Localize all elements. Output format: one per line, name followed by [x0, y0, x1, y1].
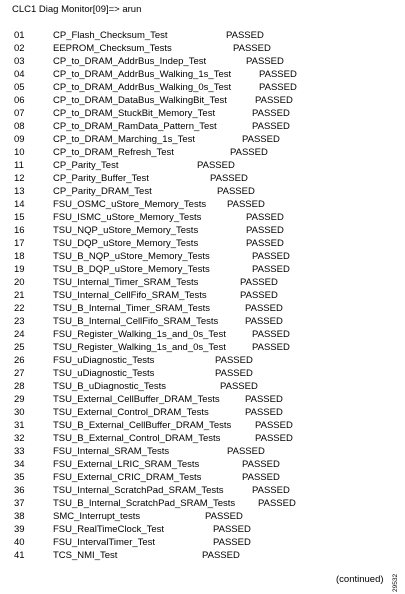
test-number: 31: [14, 420, 25, 431]
list-item: [0, 185, 405, 198]
test-number: 05: [14, 82, 25, 93]
test-name: FSU_OSMC_uStore_Memory_Tests: [53, 199, 207, 210]
test-number: 04: [14, 69, 25, 80]
test-name: FSU_External_CRIC_DRAM_Tests: [53, 472, 202, 483]
test-name: TSU_Register_Walking_1s_and_0s_Test: [53, 342, 226, 353]
test-number: 09: [14, 134, 25, 145]
test-number: 01: [14, 30, 25, 41]
test-status: PASSED: [252, 329, 290, 340]
test-number: 41: [14, 550, 25, 561]
test-number: 14: [14, 199, 25, 210]
test-status: PASSED: [197, 160, 235, 171]
test-name: TSU_DQP_uStore_Memory_Tests: [53, 238, 199, 249]
list-item: [0, 263, 405, 276]
list-item: [0, 133, 405, 146]
test-status: PASSED: [255, 433, 293, 444]
test-status: PASSED: [246, 238, 284, 249]
test-number: 15: [14, 212, 25, 223]
list-item: [0, 354, 405, 367]
figure-id-text: 29532: [392, 573, 399, 592]
test-name: TCS_NMI_Test: [53, 550, 118, 561]
test-name: CP_Parity_Test: [53, 160, 119, 171]
test-name: FSU_RealTimeClock_Test: [53, 524, 165, 535]
list-item: [0, 276, 405, 289]
test-number: 37: [14, 498, 25, 509]
test-number: 06: [14, 95, 25, 106]
list-item: [0, 315, 405, 328]
test-results-list: [0, 29, 405, 562]
test-name: FSU_Register_Walking_1s_and_0s_Test: [53, 329, 226, 340]
list-item: [0, 29, 405, 42]
test-name: EEPROM_Checksum_Tests: [53, 43, 172, 54]
list-item: [0, 120, 405, 133]
test-number: 26: [14, 355, 25, 366]
test-status: PASSED: [258, 498, 296, 509]
test-status: PASSED: [230, 147, 268, 158]
test-name: TSU_B_Internal_CellFifo_SRAM_Tests: [53, 316, 219, 327]
test-number: 38: [14, 511, 25, 522]
test-name: FSU_IntervalTimer_Test: [53, 537, 156, 548]
list-item: [0, 302, 405, 315]
test-status: PASSED: [252, 251, 290, 262]
test-number: 19: [14, 264, 25, 275]
test-status: PASSED: [220, 381, 258, 392]
list-item: [0, 107, 405, 120]
test-name: TSU_External_CellBuffer_DRAM_Tests: [53, 394, 220, 405]
test-name: TSU_B_External_Control_DRAM_Tests: [53, 433, 221, 444]
test-status: PASSED: [252, 264, 290, 275]
test-number: 22: [14, 303, 25, 314]
test-name: TSU_B_NQP_uStore_Memory_Tests: [53, 251, 210, 262]
test-status: PASSED: [245, 394, 283, 405]
test-number: 28: [14, 381, 25, 392]
test-name: TSU_B_uDiagnostic_Tests: [53, 381, 166, 392]
test-name: CP_Flash_Checksum_Test: [53, 30, 168, 41]
test-number: 03: [14, 56, 25, 67]
test-name: FSU_uDiagnostic_Tests: [53, 355, 155, 366]
list-item: [0, 146, 405, 159]
continued-note: (continued): [336, 574, 384, 585]
list-item: [0, 419, 405, 432]
test-status: PASSED: [252, 121, 290, 132]
test-number: 12: [14, 173, 25, 184]
test-status: PASSED: [242, 134, 280, 145]
list-item: [0, 94, 405, 107]
list-item: [0, 289, 405, 302]
test-name: CP_to_DRAM_AddrBus_Walking_0s_Test: [53, 82, 232, 93]
test-number: 35: [14, 472, 25, 483]
test-status: PASSED: [240, 277, 278, 288]
test-name: CP_Parity_Buffer_Test: [53, 173, 149, 184]
test-number: 13: [14, 186, 25, 197]
list-item: [0, 211, 405, 224]
test-status: PASSED: [227, 199, 265, 210]
test-status: PASSED: [226, 30, 264, 41]
test-name: TSU_B_Internal_ScratchPad_SRAM_Tests: [53, 498, 236, 509]
test-number: 11: [14, 160, 24, 171]
test-name: CP_to_DRAM_AddrBus_Walking_1s_Test: [53, 69, 232, 80]
test-name: TSU_Internal_Timer_SRAM_Tests: [53, 277, 199, 288]
figure-id: [392, 566, 402, 592]
test-name: CP_to_DRAM_StuckBit_Memory_Test: [53, 108, 216, 119]
test-number: 16: [14, 225, 25, 236]
test-name: TSU_Internal_ScratchPad_SRAM_Tests: [53, 485, 224, 496]
test-name: CP_to_DRAM_DataBus_WalkingBit_Test: [53, 95, 227, 106]
test-name: TSU_Internal_CellFifo_SRAM_Tests: [53, 290, 207, 301]
test-status: PASSED: [205, 511, 243, 522]
test-status: PASSED: [217, 186, 255, 197]
list-item: [0, 549, 405, 562]
test-status: PASSED: [215, 355, 253, 366]
test-number: 23: [14, 316, 25, 327]
test-number: 24: [14, 329, 25, 340]
test-number: 20: [14, 277, 25, 288]
command-prompt: CLC1 Diag Monitor[09]=> arun: [12, 4, 142, 15]
test-status: PASSED: [213, 537, 251, 548]
list-item: [0, 458, 405, 471]
test-number: 33: [14, 446, 25, 457]
test-name: FSU_ISMC_uStore_Memory_Tests: [53, 212, 202, 223]
list-item: [0, 432, 405, 445]
test-name: TSU_uDiagnostic_Tests: [53, 368, 155, 379]
test-name: FSU_Internal_SRAM_Tests: [53, 446, 170, 457]
test-status: PASSED: [252, 342, 290, 353]
test-status: PASSED: [245, 407, 283, 418]
test-status: PASSED: [215, 368, 253, 379]
test-status: PASSED: [242, 459, 280, 470]
test-number: 17: [14, 238, 25, 249]
test-name: SMC_Interrupt_tests: [53, 511, 141, 522]
test-name: CP_to_DRAM_RamData_Pattern_Test: [53, 121, 217, 132]
list-item: [0, 367, 405, 380]
list-item: [0, 250, 405, 263]
list-item: [0, 341, 405, 354]
list-item: [0, 68, 405, 81]
list-item: [0, 523, 405, 536]
test-status: PASSED: [246, 212, 284, 223]
list-item: [0, 510, 405, 523]
test-number: 34: [14, 459, 25, 470]
test-name: CP_to_DRAM_Refresh_Test: [53, 147, 174, 158]
test-status: PASSED: [259, 82, 297, 93]
test-name: TSU_B_Internal_Timer_SRAM_Tests: [53, 303, 210, 314]
list-item: [0, 328, 405, 341]
test-status: PASSED: [255, 95, 293, 106]
test-status: PASSED: [245, 303, 283, 314]
test-name: CP_to_DRAM_AddrBus_Indep_Test: [53, 56, 207, 67]
list-item: [0, 497, 405, 510]
test-status: PASSED: [213, 524, 251, 535]
test-name: TSU_B_DQP_uStore_Memory_Tests: [53, 264, 210, 275]
test-number: 08: [14, 121, 25, 132]
test-status: PASSED: [245, 316, 283, 327]
test-status: PASSED: [202, 550, 240, 561]
test-status: PASSED: [210, 173, 248, 184]
test-name: TSU_B_External_CellBuffer_DRAM_Tests: [53, 420, 232, 431]
test-status: PASSED: [233, 43, 271, 54]
test-number: 39: [14, 524, 25, 535]
test-number: 29: [14, 394, 25, 405]
test-number: 40: [14, 537, 25, 548]
test-number: 21: [14, 290, 25, 301]
test-status: PASSED: [255, 420, 293, 431]
list-item: [0, 224, 405, 237]
list-item: [0, 393, 405, 406]
list-item: [0, 42, 405, 55]
list-item: [0, 198, 405, 211]
list-item: [0, 81, 405, 94]
test-status: PASSED: [246, 56, 284, 67]
test-number: 18: [14, 251, 25, 262]
test-name: TSU_External_Control_DRAM_Tests: [53, 407, 209, 418]
test-status: PASSED: [240, 290, 278, 301]
test-status: PASSED: [246, 225, 284, 236]
list-item: [0, 237, 405, 250]
test-name: CP_Parity_DRAM_Test: [53, 186, 152, 197]
list-item: [0, 536, 405, 549]
list-item: [0, 172, 405, 185]
list-item: [0, 380, 405, 393]
test-status: PASSED: [252, 485, 290, 496]
test-name: CP_to_DRAM_Marching_1s_Test: [53, 134, 196, 145]
list-item: [0, 406, 405, 419]
test-name: FSU_External_LRIC_SRAM_Tests: [53, 459, 200, 470]
list-item: [0, 484, 405, 497]
test-number: 10: [14, 147, 25, 158]
test-status: PASSED: [259, 69, 297, 80]
test-number: 32: [14, 433, 25, 444]
test-status: PASSED: [227, 446, 265, 457]
test-status: PASSED: [242, 472, 280, 483]
list-item: [0, 445, 405, 458]
test-status: PASSED: [252, 108, 290, 119]
test-name: TSU_NQP_uStore_Memory_Tests: [53, 225, 199, 236]
test-number: 30: [14, 407, 25, 418]
test-number: 02: [14, 43, 25, 54]
test-number: 36: [14, 485, 25, 496]
test-number: 25: [14, 342, 25, 353]
test-number: 07: [14, 108, 25, 119]
list-item: [0, 55, 405, 68]
list-item: [0, 471, 405, 484]
list-item: [0, 159, 405, 172]
test-number: 27: [14, 368, 25, 379]
